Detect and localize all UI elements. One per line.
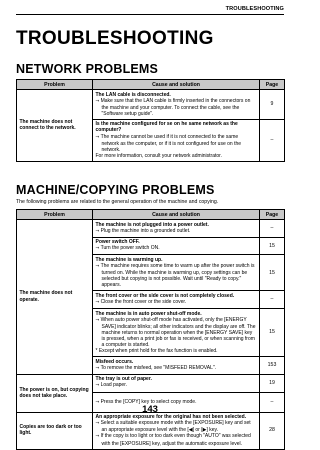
problem-cell: Copies are too dark or too light. <box>17 412 93 449</box>
solution-text: To remove the misfeed, see "MISFEED REMOVAL". <box>100 364 217 371</box>
cause-solution-cell <box>93 119 260 161</box>
cause-text: The front cover or the side cover is not completely closed. <box>95 292 235 299</box>
problem-cell: The machine does not connect to the network. <box>17 90 93 162</box>
cause-solution-cell <box>93 291 260 309</box>
solution-item <box>96 98 257 117</box>
solution-item <box>96 245 257 252</box>
page-ref: – <box>260 119 285 161</box>
page-ref: 15 <box>260 255 285 291</box>
solution-text: Turn the power switch ON. <box>100 245 160 252</box>
page-ref: – <box>260 392 285 412</box>
table-row <box>17 90 285 120</box>
arrow-right-icon: → <box>95 228 101 234</box>
solution-item <box>96 299 257 306</box>
arrow-right-icon: → <box>95 317 101 323</box>
solution-item <box>96 263 257 288</box>
cause-solution-cell <box>93 309 260 357</box>
solution-text: Plug the machine into a grounded outlet. <box>100 227 191 234</box>
solution-item <box>96 365 257 372</box>
page-ref: – <box>260 220 285 238</box>
solution-text: If the copy is too light or too dark even though "AUTO" was selected with the [EXPOSURE] key, adjust the automatic exposure level. <box>100 433 251 447</box>
table-row <box>17 220 285 238</box>
column-header-page: Page <box>260 210 285 220</box>
page-ref: 28 <box>260 412 285 449</box>
cause-text: The machine is warming up. <box>95 256 163 263</box>
cause-solution-cell <box>93 412 260 449</box>
solution-text: When auto power shut-off mode has activated, only the [ENERGY SAVE] indicator blinks; all other indicators and the display are off. The machine returns to normal operation when the [ENERGY SAVE] key is pressed, when a print job or fax is received, or when scanning from a computer is started. <box>100 316 256 348</box>
problem-cell: The power is on, but copying does not take place. <box>17 374 93 412</box>
solution-item <box>96 433 257 446</box>
page-ref: – <box>260 291 285 309</box>
table-row <box>17 412 285 449</box>
column-header-problem: Problem <box>17 210 93 220</box>
cause-text: The LAN cable is disconnected. <box>95 91 171 98</box>
table-header-row <box>17 80 285 90</box>
solution-item <box>96 382 257 389</box>
arrow-right-icon: → <box>95 134 101 140</box>
arrow-right-icon: → <box>95 399 101 405</box>
section-intro: The following problems are related to the general operation of the machine and copying. <box>16 199 219 205</box>
arrow-right-icon: → <box>95 434 101 440</box>
table-row <box>17 374 285 392</box>
arrow-right-icon: → <box>95 263 101 269</box>
column-header-page: Page <box>260 80 285 90</box>
cause-text: Power switch OFF. <box>95 239 140 246</box>
solution-text: The machine cannot be used if it is not connected to the same network as the computer, or if it is not configured for use on the network. <box>100 133 242 153</box>
column-header-cause: Cause and solution <box>93 210 260 220</box>
arrow-right-icon: → <box>95 246 101 252</box>
running-head: TROUBLESHOOTING <box>225 6 284 12</box>
cause-solution-cell <box>93 90 260 120</box>
table-header-row <box>17 210 285 220</box>
solution-text: Press the [COPY] key to select copy mode. <box>100 398 197 405</box>
cause-solution-cell <box>93 237 260 255</box>
solution-item <box>96 134 257 153</box>
cause-solution-cell <box>93 220 260 238</box>
page-title: TROUBLESHOOTING <box>16 28 214 49</box>
cause-text: The machine is not plugged into a power outlet. <box>95 221 209 228</box>
arrow-right-icon: → <box>95 299 101 305</box>
column-header-problem: Problem <box>17 80 93 90</box>
page-ref: 153 <box>260 357 285 375</box>
cause-solution-cell <box>93 255 260 291</box>
arrow-right-icon: → <box>95 383 101 389</box>
solution-text: Select a suitable exposure mode with the [EXPOSURE] key and set an appropriate exposure level with the [◀] or [▶] key. <box>100 420 251 434</box>
cause-solution-cell <box>93 374 260 392</box>
note-text: * Except when print hold for the fax function is enabled. <box>95 348 218 355</box>
cause-text: An appropriate exposure for the original has not been selected. <box>95 414 247 421</box>
note-text: For more information, consult your network administrator. <box>95 152 222 159</box>
solution-item <box>96 228 257 235</box>
solution-item <box>96 420 257 433</box>
cause-text: Is the machine configured for se on he same network as the computer? <box>95 121 238 134</box>
solution-text: Close the front cover or the side cover. <box>100 298 187 305</box>
cause-text: Misfeed occurs. <box>95 358 134 365</box>
page-ref: 9 <box>260 90 285 120</box>
arrow-right-icon: → <box>95 98 101 104</box>
solution-item <box>96 317 257 348</box>
cause-text: The tray is out of paper. <box>95 376 152 383</box>
copying-problems-heading: MACHINE/COPYING PROBLEMS <box>16 183 215 197</box>
arrow-right-icon: → <box>95 421 101 427</box>
column-header-cause: Cause and solution <box>93 80 260 90</box>
solution-text: The machine requires some time to warm up after the power switch is turned on. While the machine is warming up, copy settings can be selected but copying is not possible. Wait until "Ready to copy." appears. <box>100 262 255 289</box>
page-ref: 19 <box>260 374 285 392</box>
page-number: 143 <box>142 404 158 415</box>
cause-solution-cell <box>93 357 260 375</box>
cause-text: The machine is in auto power shut-off mode. <box>95 310 202 317</box>
network-problems-heading: NETWORK PROBLEMS <box>16 62 159 76</box>
arrow-right-icon: → <box>95 365 101 371</box>
solution-text: Load paper. <box>100 382 127 389</box>
page-ref: 15 <box>260 237 285 255</box>
header-rule <box>16 14 284 15</box>
network-problems-table <box>16 79 285 162</box>
solution-text: Make sure that the LAN cable is firmly inserted in the connectors on the machine and your computer. To connect the cable, see the "Software setup guide". <box>100 97 251 117</box>
page-ref: 15 <box>260 309 285 357</box>
problem-cell: The machine does not operate. <box>17 220 93 375</box>
